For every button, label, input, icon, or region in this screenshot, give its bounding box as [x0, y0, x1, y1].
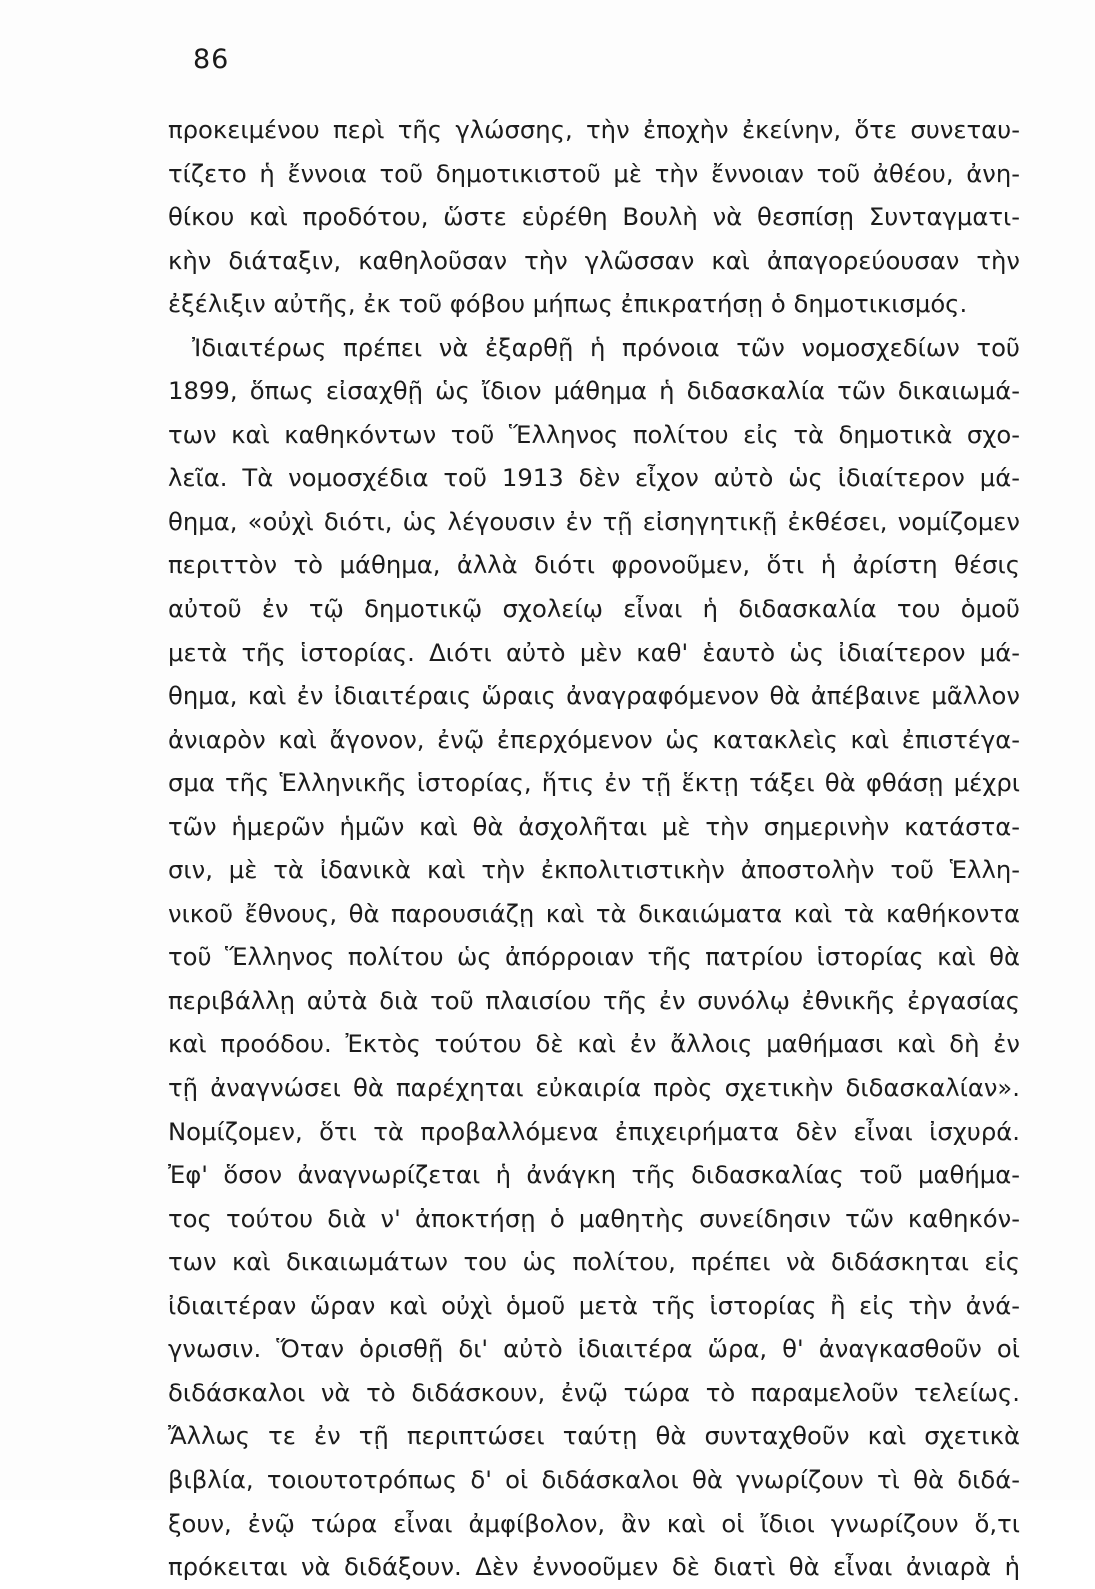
text-line: προκειμένου περὶ τῆς γλώσσης, τὴν ἐποχὴν ἐκείνην, ὅτε συνεταυ-: [168, 115, 1020, 144]
text-line: Νομίζομεν, ὅτι τὰ προβαλλόμενα ἐπιχειρήματα δὲν εἶναι ἰσχυρά.: [168, 1116, 1020, 1146]
page-number: 86: [193, 44, 230, 75]
text-line: αὐτοῦ ἐν τῷ δημοτικῷ σχολείῳ εἶναι ἡ διδασκαλία του ὁμοῦ: [168, 594, 1020, 624]
text-line: κὴν διάταξιν, καθηλοῦσαν τὴν γλῶσσαν καὶ ἀπαγορεύουσαν τὴν: [168, 245, 1020, 275]
text-line: βιβλία, τοιουτοτρόπως δ' οἱ διδάσκαλοι θὰ γνωρίζουν τὶ θὰ διδά-: [168, 1464, 1020, 1494]
text-line: σιν, μὲ τὰ ἰδανικὰ καὶ τὴν ἐκπολιτιστικὴν ἀποστολὴν τοῦ Ἑλλη-: [168, 855, 1020, 885]
text-line: τῶν ἡμερῶν ἡμῶν καὶ θὰ ἀσχολῆται μὲ τὴν σημερινὴν κατάστα-: [168, 811, 1020, 841]
text-line: των καὶ καθηκόντων τοῦ Ἕλληνος πολίτου εἰς τὰ δημοτικὰ σχο-: [168, 419, 1020, 449]
text-line: τος τούτου διὰ ν' ἀποκτήσῃ ὁ μαθητὴς συνείδησιν τῶν καθηκόν-: [168, 1203, 1020, 1233]
text-line: περιττὸν τὸ μάθημα, ἀλλὰ διότι φρονοῦμεν, ὅτι ἡ ἀρίστη θέσις: [168, 550, 1020, 580]
text-line: γνωσιν. Ὅταν ὁρισθῇ δι' αὐτὸ ἰδιαιτέρα ὥρα, θ' ἀναγκασθοῦν οἱ: [168, 1334, 1020, 1364]
text-line: των καὶ δικαιωμάτων του ὡς πολίτου, πρέπει νὰ διδάσκηται εἰς: [168, 1247, 1020, 1277]
text-line: Ἄλλως τε ἐν τῇ περιπτώσει ταύτῃ θὰ συνταχθοῦν καὶ σχετικὰ: [168, 1421, 1020, 1451]
text-line: ἰδιαιτέραν ὥραν καὶ οὐχὶ ὁμοῦ μετὰ τῆς ἱστορίας ἢ εἰς τὴν ἀνά-: [168, 1290, 1020, 1320]
text-line: διδάσκαλοι νὰ τὸ διδάσκουν, ἐνῷ τώρα τὸ παραμελοῦν τελείως.: [168, 1377, 1020, 1407]
text-line: λεῖα. Τὰ νομοσχέδια τοῦ 1913 δὲν εἶχον αὐτὸ ὡς ἰδιαίτερον μά-: [168, 463, 1020, 493]
text-line: τίζετο ἡ ἔννοια τοῦ δημοτικιστοῦ μὲ τὴν ἔννοιαν τοῦ ἀθέου, ἀνη-: [168, 158, 1020, 188]
text-line: ἀνιαρὸν καὶ ἄγονον, ἐνῷ ἐπερχόμενον ὡς κατακλεὶς καὶ ἐπιστέγα-: [168, 724, 1020, 754]
text-line: σμα τῆς Ἑλληνικῆς ἱστορίας, ἥτις ἐν τῇ ἕκτῃ τάξει θὰ φθάσῃ μέχρι: [168, 768, 1020, 798]
text-line: θημα, καὶ ἐν ἰδιαιτέραις ὥραις ἀναγραφόμενον θὰ ἀπέβαινε μᾶλλον: [168, 681, 1020, 711]
paragraph-start-line: Ἰδιαιτέρως πρέπει νὰ ἐξαρθῇ ἡ πρόνοια τῶν νομοσχεδίων τοῦ: [192, 332, 1020, 362]
text-line: ξουν, ἐνῷ τώρα εἶναι ἀμφίβολον, ἂν καὶ οἱ ἴδιοι γνωρίζουν ὅ,τι: [168, 1508, 1020, 1538]
body-text: [168, 108, 1020, 1589]
text-line: θίκου καὶ προδότου, ὥστε εὑρέθη Βουλὴ νὰ θεσπίσῃ Συνταγματι-: [168, 202, 1020, 232]
text-line: περιβάλλῃ αὐτὰ διὰ τοῦ πλαισίου τῆς ἐν συνόλῳ ἐθνικῆς ἐργασίας: [168, 985, 1020, 1015]
text-line: θημα, «οὐχὶ διότι, ὡς λέγουσιν ἐν τῇ εἰσηγητικῇ ἐκθέσει, νομίζομεν: [168, 506, 1020, 536]
text-line: μετὰ τῆς ἱστορίας. Διότι αὐτὸ μὲν καθ' ἑαυτὸ ὡς ἰδιαίτερον μά-: [168, 637, 1020, 667]
text-line: ἐξέλιξιν αὐτῆς, ἐκ τοῦ φόβου μήπως ἐπικρατήσῃ ὁ δημοτικισμός.: [168, 289, 968, 319]
text-line: καὶ προόδου. Ἐκτὸς τούτου δὲ καὶ ἐν ἄλλοις μαθήμασι καὶ δὴ ἐν: [168, 1029, 1020, 1059]
text-line: τοῦ Ἕλληνος πολίτου ὡς ἀπόρροιαν τῆς πατρίου ἱστορίας καὶ θὰ: [168, 942, 1020, 972]
text-line: πρόκειται νὰ διδάξουν. Δὲν ἐννοοῦμεν δὲ διατὶ θὰ εἶναι ἀνιαρὰ ἡ: [168, 1552, 1020, 1582]
text-line: Ἐφ' ὅσον ἀναγνωρίζεται ἡ ἀνάγκη τῆς διδασκαλίας τοῦ μαθήμα-: [168, 1160, 1020, 1190]
text-line: 1899, ὅπως εἰσαχθῇ ὡς ἴδιον μάθημα ἡ διδασκαλία τῶν δικαιωμά-: [168, 376, 1020, 406]
text-line: τῇ ἀναγνώσει θὰ παρέχηται εὐκαιρία πρὸς σχετικὴν διδασκαλίαν».: [168, 1073, 1020, 1103]
text-line: νικοῦ ἔθνους, θὰ παρουσιάζῃ καὶ τὰ δικαιώματα καὶ τὰ καθήκοντα: [168, 898, 1020, 928]
